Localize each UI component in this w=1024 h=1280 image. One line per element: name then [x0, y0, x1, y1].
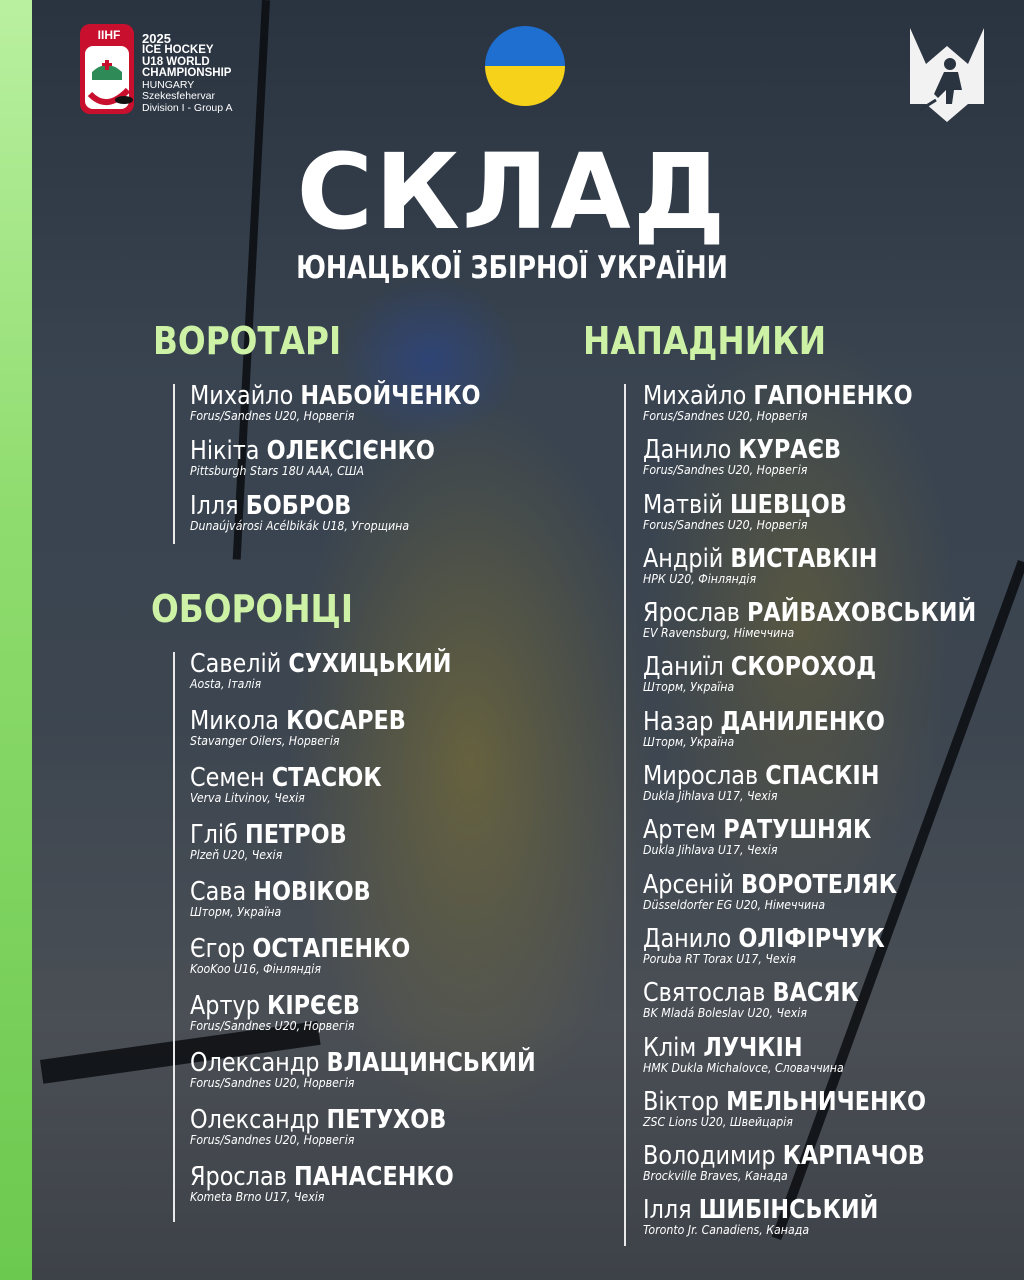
- player-club: Шторм, Україна: [643, 733, 735, 749]
- player-entry: [643, 597, 1024, 651]
- player-last-name: ШЕВЦОВ: [730, 489, 847, 520]
- player-first-name: Андрій: [643, 543, 724, 574]
- defenders-divider-line: [173, 652, 175, 1222]
- player-entry: [190, 1047, 592, 1104]
- player-club: Forus/Sandnes U20, Норвегія: [190, 1132, 355, 1147]
- player-first-name: Арсеній: [643, 869, 734, 900]
- player-club: Forus/Sandnes U20, Норвегія: [190, 408, 355, 423]
- player-entry: [643, 380, 1024, 434]
- player-club: Toronto Jr. Canadiens, Канада: [643, 1222, 810, 1238]
- player-last-name: ВОРОТЕЛЯК: [741, 869, 898, 900]
- player-club: Forus/Sandnes U20, Норвегія: [190, 1018, 355, 1033]
- player-club: Dunaújvárosi Acélbikák U18, Угорщина: [190, 518, 410, 533]
- player-last-name: НАБОЙЧЕНКО: [300, 381, 481, 411]
- player-club: Forus/Sandnes U20, Норвегія: [643, 516, 808, 532]
- player-first-name: Михайло: [643, 381, 747, 411]
- player-club: Dukla Jihlava U17, Чехія: [643, 842, 778, 858]
- player-first-name: Данило: [643, 435, 732, 466]
- player-entry: [190, 435, 528, 490]
- goalies-heading: ВОРОТАРІ: [153, 319, 342, 363]
- player-club: Forus/Sandnes U20, Норвегія: [643, 408, 808, 423]
- player-first-name: Матвій: [643, 489, 723, 520]
- player-first-name: Святослав: [643, 978, 766, 1009]
- player-last-name: КОСАРЕВ: [286, 706, 406, 736]
- player-club: Dukla Jihlava U17, Чехія: [643, 788, 778, 804]
- event-line: Division I - Group A: [142, 101, 233, 114]
- player-club: Шторм, Україна: [190, 904, 282, 919]
- player-club: Düsseldorfer EG U20, Німеччина: [643, 896, 826, 912]
- player-first-name: Володимир: [643, 1141, 776, 1172]
- player-last-name: РАЙВАХОВСЬКИЙ: [746, 598, 977, 629]
- hockey-player-emblem-icon: [906, 24, 988, 124]
- event-year: 2025: [142, 31, 171, 46]
- player-last-name: ДАНИЛЕНКО: [720, 706, 885, 737]
- player-club: Шторм, Україна: [643, 679, 735, 695]
- player-club: Forus/Sandnes U20, Норвегія: [190, 1075, 355, 1090]
- player-first-name: Артем: [643, 815, 717, 846]
- player-club: Stavanger Oilers, Норвегія: [190, 733, 340, 748]
- player-last-name: СКОРОХОД: [730, 652, 877, 683]
- player-entry: [643, 977, 1024, 1031]
- player-club: EV Ravensburg, Німеччина: [643, 625, 795, 641]
- forwards-list: [643, 380, 1024, 1249]
- player-last-name: ПЕТУХОВ: [326, 1105, 447, 1135]
- iihf-brand: IIHF: [97, 28, 121, 42]
- player-entry: [190, 876, 592, 933]
- player-last-name: СУХИЦЬКИЙ: [288, 649, 452, 679]
- player-club: Poruba RT Torax U17, Чехія: [643, 950, 796, 966]
- player-first-name: Гліб: [190, 820, 238, 850]
- player-entry: [643, 1086, 1024, 1140]
- player-first-name: Клім: [643, 1032, 697, 1063]
- player-club: ZSC Lions U20, Швейцарія: [643, 1113, 793, 1129]
- player-entry: [643, 434, 1024, 488]
- player-entry: [190, 762, 592, 819]
- player-first-name: Сава: [190, 877, 247, 907]
- player-first-name: Данило: [643, 923, 732, 954]
- player-entry: [190, 1161, 592, 1218]
- player-entry: [190, 933, 592, 990]
- player-entry: [643, 869, 1024, 923]
- player-club: Verva Litvinov, Чехія: [190, 790, 305, 805]
- player-last-name: ВИСТАВКІН: [730, 543, 878, 574]
- player-last-name: ОЛЕКСІЄНКО: [266, 436, 435, 466]
- player-last-name: КІРЄЄВ: [267, 991, 360, 1021]
- goalies-list: [190, 380, 528, 545]
- player-last-name: СПАСКІН: [765, 761, 880, 792]
- player-entry: [643, 651, 1024, 705]
- player-entry: [643, 543, 1024, 597]
- player-club: Forus/Sandnes U20, Норвегія: [643, 462, 808, 478]
- player-last-name: ПЕТРОВ: [245, 820, 347, 850]
- player-club: Brockville Braves, Канада: [643, 1168, 788, 1184]
- player-first-name: Савелій: [190, 649, 282, 679]
- player-last-name: ПАНАСЕНКО: [293, 1162, 454, 1192]
- player-first-name: Віктор: [643, 1086, 719, 1117]
- flag-blue-stripe: [485, 26, 565, 66]
- player-last-name: ВЛАЩИНСЬКИЙ: [326, 1048, 536, 1078]
- page-subtitle: ЮНАЦЬКОЇ ЗБІРНОЇ УКРАЇНИ: [296, 250, 728, 286]
- player-last-name: НОВІКОВ: [253, 877, 371, 907]
- player-first-name: Ярослав: [643, 598, 740, 629]
- event-line: U18 WORLD: [142, 55, 210, 68]
- player-first-name: Артур: [190, 991, 260, 1021]
- player-entry: [190, 990, 592, 1047]
- flag-yellow-stripe: [485, 66, 565, 106]
- player-first-name: Ілля: [190, 491, 239, 521]
- player-club: KooKoo U16, Фінляндія: [190, 961, 321, 976]
- player-entry: [643, 706, 1024, 760]
- player-club: Kometa Brno U17, Чехія: [190, 1189, 325, 1204]
- player-entry: [190, 819, 592, 876]
- player-last-name: БОБРОВ: [245, 491, 352, 521]
- player-club: HMK Dukla Michalovce, Словаччина: [643, 1059, 844, 1075]
- defenders-heading: ОБОРОНЦІ: [151, 587, 354, 631]
- player-club: Plzeň U20, Чехія: [190, 847, 283, 862]
- player-entry: [190, 1104, 592, 1161]
- player-first-name: Семен: [190, 763, 265, 793]
- player-last-name: ЛУЧКІН: [703, 1032, 803, 1063]
- player-last-name: КУРАЄВ: [738, 435, 842, 466]
- player-last-name: РАТУШНЯК: [723, 815, 872, 846]
- player-last-name: СТАСЮК: [271, 763, 382, 793]
- forwards-heading: НАПАДНИКИ: [583, 319, 827, 363]
- player-last-name: МЕЛЬНИЧЕНКО: [726, 1086, 926, 1117]
- player-last-name: ОЛІФІРЧУК: [738, 923, 885, 954]
- forwards-divider-line: [624, 384, 626, 1246]
- player-first-name: Ярослав: [190, 1162, 287, 1192]
- player-first-name: Єгор: [190, 934, 246, 964]
- player-club: НРК U20, Фінляндія: [643, 570, 757, 586]
- event-line: CHAMPIONSHIP: [142, 67, 232, 79]
- event-logo: [80, 24, 260, 120]
- page-title: СКЛАД: [296, 131, 728, 253]
- player-first-name: Михайло: [190, 381, 294, 411]
- player-first-name: Олександр: [190, 1105, 320, 1135]
- player-first-name: Микола: [190, 706, 280, 736]
- player-club: Aosta, Італія: [190, 676, 262, 691]
- player-entry: [643, 489, 1024, 543]
- player-entry: [643, 923, 1024, 977]
- event-logo-text: [97, 28, 233, 114]
- player-entry: [190, 380, 528, 435]
- player-entry: [190, 490, 528, 545]
- player-club: BK Mladá Boleslav U20, Чехія: [643, 1005, 807, 1021]
- player-entry: [643, 814, 1024, 868]
- player-last-name: ШИБІНСЬКИЙ: [698, 1195, 879, 1226]
- player-first-name: Даниїл: [643, 652, 724, 683]
- event-line: Szekesfehervar: [142, 90, 215, 102]
- event-line: ICE HOCKEY: [142, 44, 214, 56]
- player-club: Pittsburgh Stars 18U AAA, США: [190, 463, 365, 478]
- player-entry: [643, 1032, 1024, 1086]
- event-line: HUNGARY: [142, 78, 195, 91]
- player-entry: [643, 1140, 1024, 1194]
- ukraine-flag-icon: [485, 26, 565, 106]
- player-first-name: Олександр: [190, 1048, 320, 1078]
- player-first-name: Мирослав: [643, 761, 759, 792]
- player-first-name: Нікіта: [190, 436, 260, 466]
- player-entry: [190, 705, 592, 762]
- player-first-name: Ілля: [643, 1195, 692, 1226]
- player-entry: [643, 1194, 1024, 1248]
- player-last-name: КАРПАЧОВ: [782, 1141, 925, 1172]
- defenders-list: [190, 648, 592, 1218]
- player-entry: [190, 648, 592, 705]
- player-entry: [643, 760, 1024, 814]
- goalies-divider-line: [173, 384, 175, 544]
- player-last-name: ОСТАПЕНКО: [252, 934, 411, 964]
- player-last-name: ВАСЯК: [772, 978, 859, 1009]
- player-last-name: ГАПОНЕНКО: [753, 381, 913, 411]
- player-first-name: Назар: [643, 706, 714, 737]
